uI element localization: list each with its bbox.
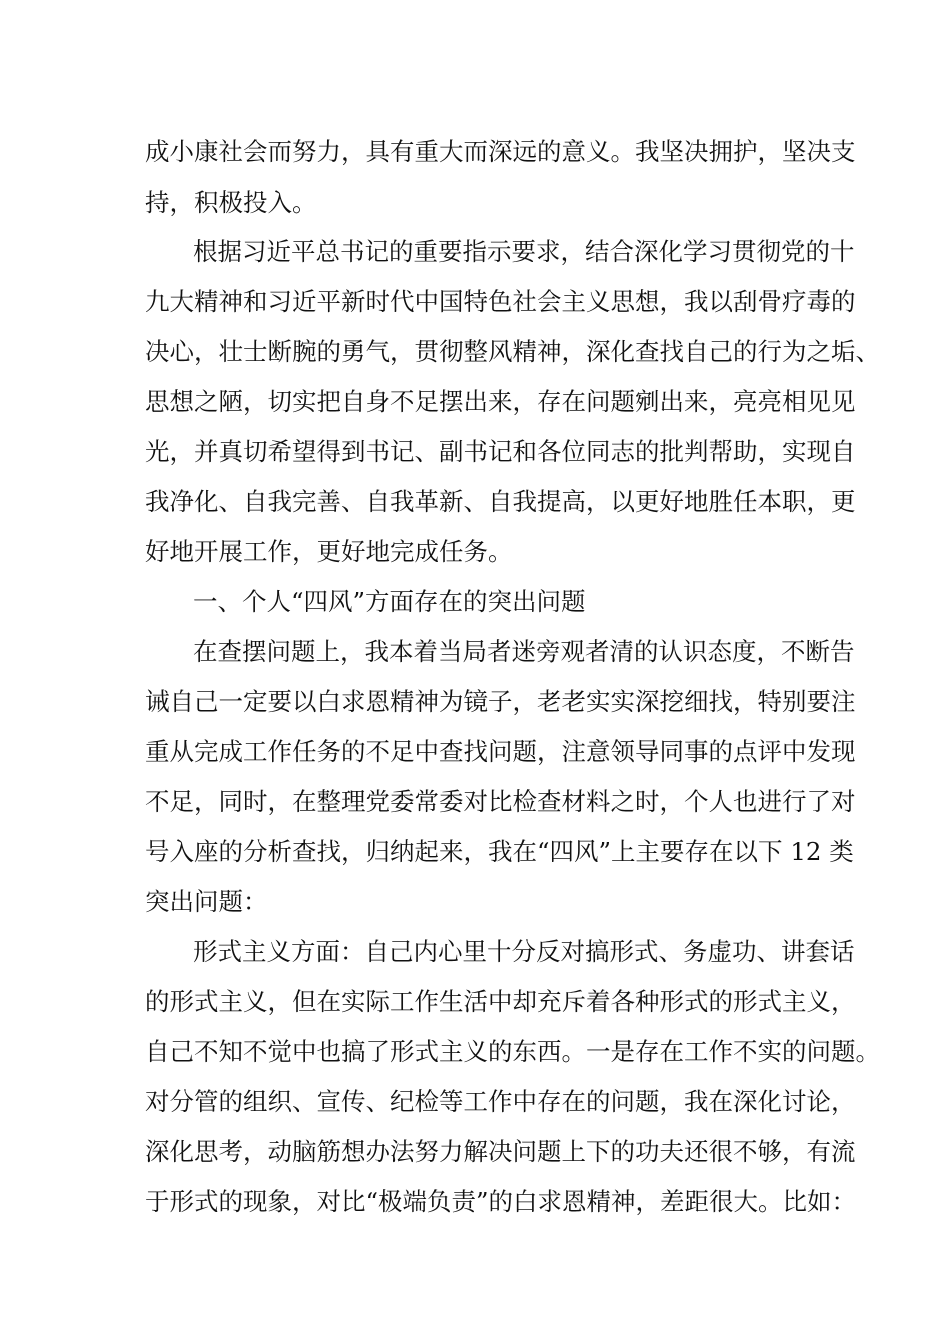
body-text-line: 诫自己一定要以白求恩精神为镜子，老老实实深挖细找，特别要注 xyxy=(145,687,856,716)
body-text-line: 突出问题： xyxy=(145,887,268,916)
body-text-line: 光，并真切希望得到书记、副书记和各位同志的批判帮助，实现自 xyxy=(145,437,856,466)
body-text-line: 根据习近平总书记的重要指示要求，结合深化学习贯彻党的十 xyxy=(193,237,855,266)
body-text-line: 对分管的组织、宣传、纪检等工作中存在的问题，我在深化讨论， xyxy=(145,1087,856,1116)
body-text-line: 九大精神和习近平新时代中国特色社会主义思想，我以刮骨疗毒的 xyxy=(145,287,856,316)
body-text-line: 决心，壮士断腕的勇气，贯彻整风精神，深化查找自己的行为之垢、 xyxy=(145,337,880,366)
section-heading: 一、个人“四风”方面存在的突出问题 xyxy=(193,587,586,616)
body-text-line: 我净化、自我完善、自我革新、自我提高，以更好地胜任本职，更 xyxy=(145,487,856,516)
body-text-line: 重从完成工作任务的不足中查找问题，注意领导同事的点评中发现 xyxy=(145,737,856,766)
body-text-line: 在查摆问题上，我本着当局者迷旁观者清的认识态度，不断告 xyxy=(193,637,855,666)
body-text-line: 自己不知不觉中也搞了形式主义的东西。一是存在工作不实的问题。 xyxy=(145,1037,880,1066)
body-text-line: 形式主义方面：自己内心里十分反对搞形式、务虚功、讲套话 xyxy=(193,937,855,966)
body-text-line: 成小康社会而努力，具有重大而深远的意义。我坚决拥护，坚决支 xyxy=(145,137,856,166)
body-text-line: 不足，同时，在整理党委常委对比检查材料之时，个人也进行了对 xyxy=(145,787,856,816)
body-text-line: 号入座的分析查找，归纳起来，我在“四风”上主要存在以下 12 类 xyxy=(145,837,854,866)
body-text-line: 于形式的现象，对比“极端负责”的白求恩精神，差距很大。比如： xyxy=(145,1187,857,1216)
body-text-line: 思想之陋，切实把自身不足摆出来，存在问题剜出来，亮亮相见见 xyxy=(145,387,856,416)
body-text-line: 好地开展工作，更好地完成任务。 xyxy=(145,537,513,566)
body-text-line: 深化思考，动脑筋想办法努力解决问题上下的功夫还很不够，有流 xyxy=(145,1137,856,1166)
body-text-line: 的形式主义，但在实际工作生活中却充斥着各种形式的形式主义， xyxy=(145,987,856,1016)
body-text-line: 持，积极投入。 xyxy=(145,188,317,217)
